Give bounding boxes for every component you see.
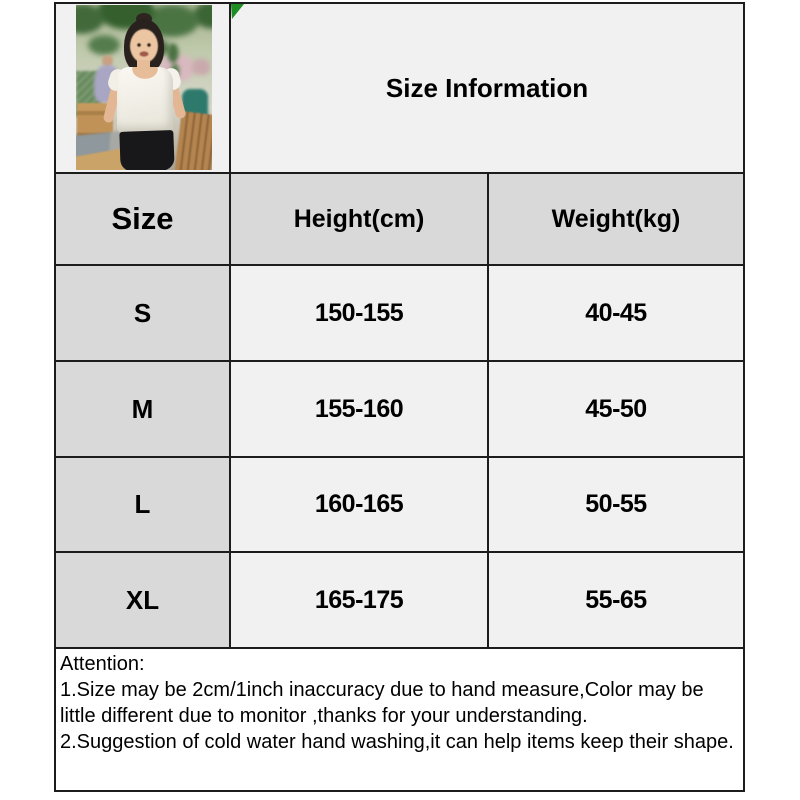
attention-note-2: 2.Suggestion of cold water hand washing,it can help items keep their shape. [60, 731, 734, 753]
table-row-xl-weight: 55-65 [489, 553, 743, 649]
column-header-weight: Weight(kg) [489, 174, 743, 266]
green-corner-marker-icon [231, 4, 246, 21]
table-row-xl-height: 165-175 [231, 553, 489, 649]
table-row-xl-size: XL [56, 553, 231, 649]
photo-background-person [192, 59, 210, 75]
table-row-s-size: S [56, 266, 231, 362]
attention-heading: Attention: [60, 653, 145, 675]
model-face [130, 29, 158, 63]
photo-wood-chair [174, 111, 212, 170]
model-white-tshirt [117, 67, 173, 133]
page-title: Size Information [385, 72, 589, 103]
table-row-l-weight: 50-55 [489, 458, 743, 553]
table-row-l-height: 160-165 [231, 458, 489, 553]
column-header-height: Height(cm) [231, 174, 489, 266]
table-row-m-weight: 45-50 [489, 362, 743, 458]
attention-section [56, 649, 743, 790]
model-photo [76, 5, 212, 170]
size-chart-sheet [54, 2, 745, 792]
table-row-m-size: M [56, 362, 231, 458]
table-row-s-height: 150-155 [231, 266, 489, 362]
table-row-m-height: 155-160 [231, 362, 489, 458]
model-photo-cell [56, 4, 231, 174]
table-row-l-size: L [56, 458, 231, 553]
attention-note-1: 1.Size may be 2cm/1inch inaccuracy due to hand measure,Color may be little different due to monitor ,thanks for your understanding. [60, 679, 704, 727]
size-information-header-cell [231, 4, 743, 174]
model-black-skirt [119, 130, 174, 170]
table-row-s-weight: 40-45 [489, 266, 743, 362]
column-header-size: Size [56, 174, 231, 266]
